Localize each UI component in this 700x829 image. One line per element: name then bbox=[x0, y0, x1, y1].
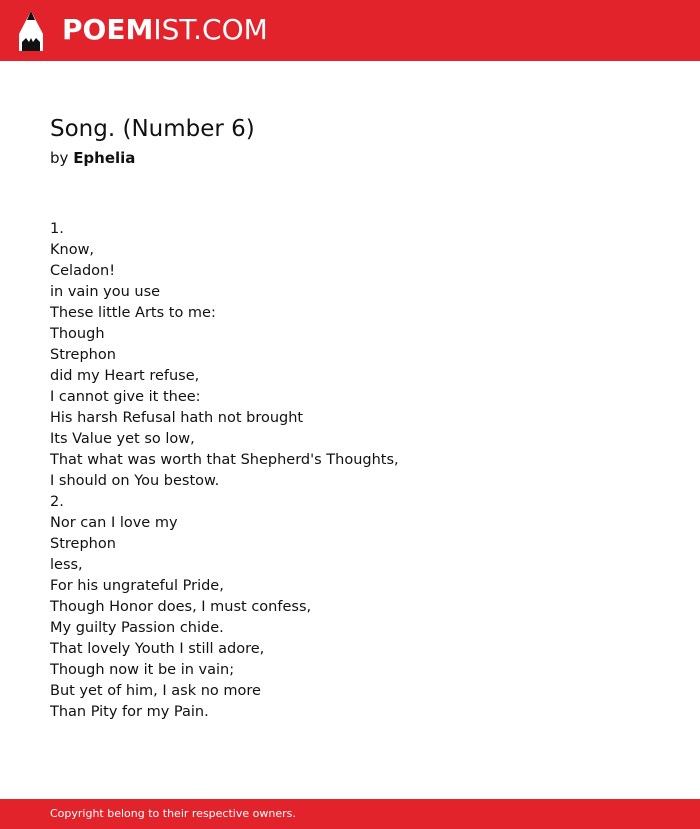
poem-line: I cannot give it thee: bbox=[50, 389, 201, 405]
poem-line: Strephon bbox=[50, 536, 116, 552]
poem-line: For his ungrateful Pride, bbox=[50, 578, 224, 594]
site-footer bbox=[0, 799, 700, 829]
poem-line: Than Pity for my Pain. bbox=[50, 704, 209, 720]
poem-line: I should on You bestow. bbox=[50, 473, 220, 489]
copyright-text: Copyright belong to their respective owners. bbox=[50, 807, 296, 820]
poem-line: 1. bbox=[50, 221, 64, 237]
poem-line: His harsh Refusal hath not brought bbox=[50, 410, 304, 426]
poem-line: in vain you use bbox=[50, 284, 161, 300]
logo-bold-text: POEM bbox=[62, 13, 154, 46]
poem-line: Know, bbox=[50, 242, 95, 258]
pen-nib-icon bbox=[18, 10, 44, 52]
poem-line: Though Honor does, I must confess, bbox=[50, 599, 312, 615]
poem-line: These little Arts to me: bbox=[50, 305, 216, 321]
poem-line: Its Value yet so low, bbox=[50, 431, 195, 447]
poem-line: less, bbox=[50, 557, 83, 573]
poem-line: That lovely Youth I still adore, bbox=[50, 641, 265, 657]
poem-body bbox=[50, 219, 650, 723]
poem-line: But yet of him, I ask no more bbox=[50, 683, 261, 699]
poem-title: Song. (Number 6) bbox=[50, 116, 255, 142]
poem-line: did my Heart refuse, bbox=[50, 368, 200, 384]
poem-line: Celadon! bbox=[50, 263, 116, 279]
poem-line: Strephon bbox=[50, 347, 116, 363]
logo-light-text: IST.COM bbox=[153, 13, 268, 46]
by-label: by bbox=[50, 149, 69, 167]
poem-byline bbox=[50, 149, 135, 167]
poem-line: Nor can I love my bbox=[50, 515, 178, 531]
poem-line: 2. bbox=[50, 494, 64, 510]
author-name: Ephelia bbox=[73, 149, 136, 167]
poem-line: That what was worth that Shepherd's Thoughts, bbox=[50, 452, 399, 468]
poem-line: Though bbox=[50, 326, 105, 342]
poem-line: Though now it be in vain; bbox=[50, 662, 235, 678]
site-header bbox=[0, 0, 700, 61]
poem-line: My guilty Passion chide. bbox=[50, 620, 224, 636]
site-logo[interactable] bbox=[62, 12, 268, 48]
